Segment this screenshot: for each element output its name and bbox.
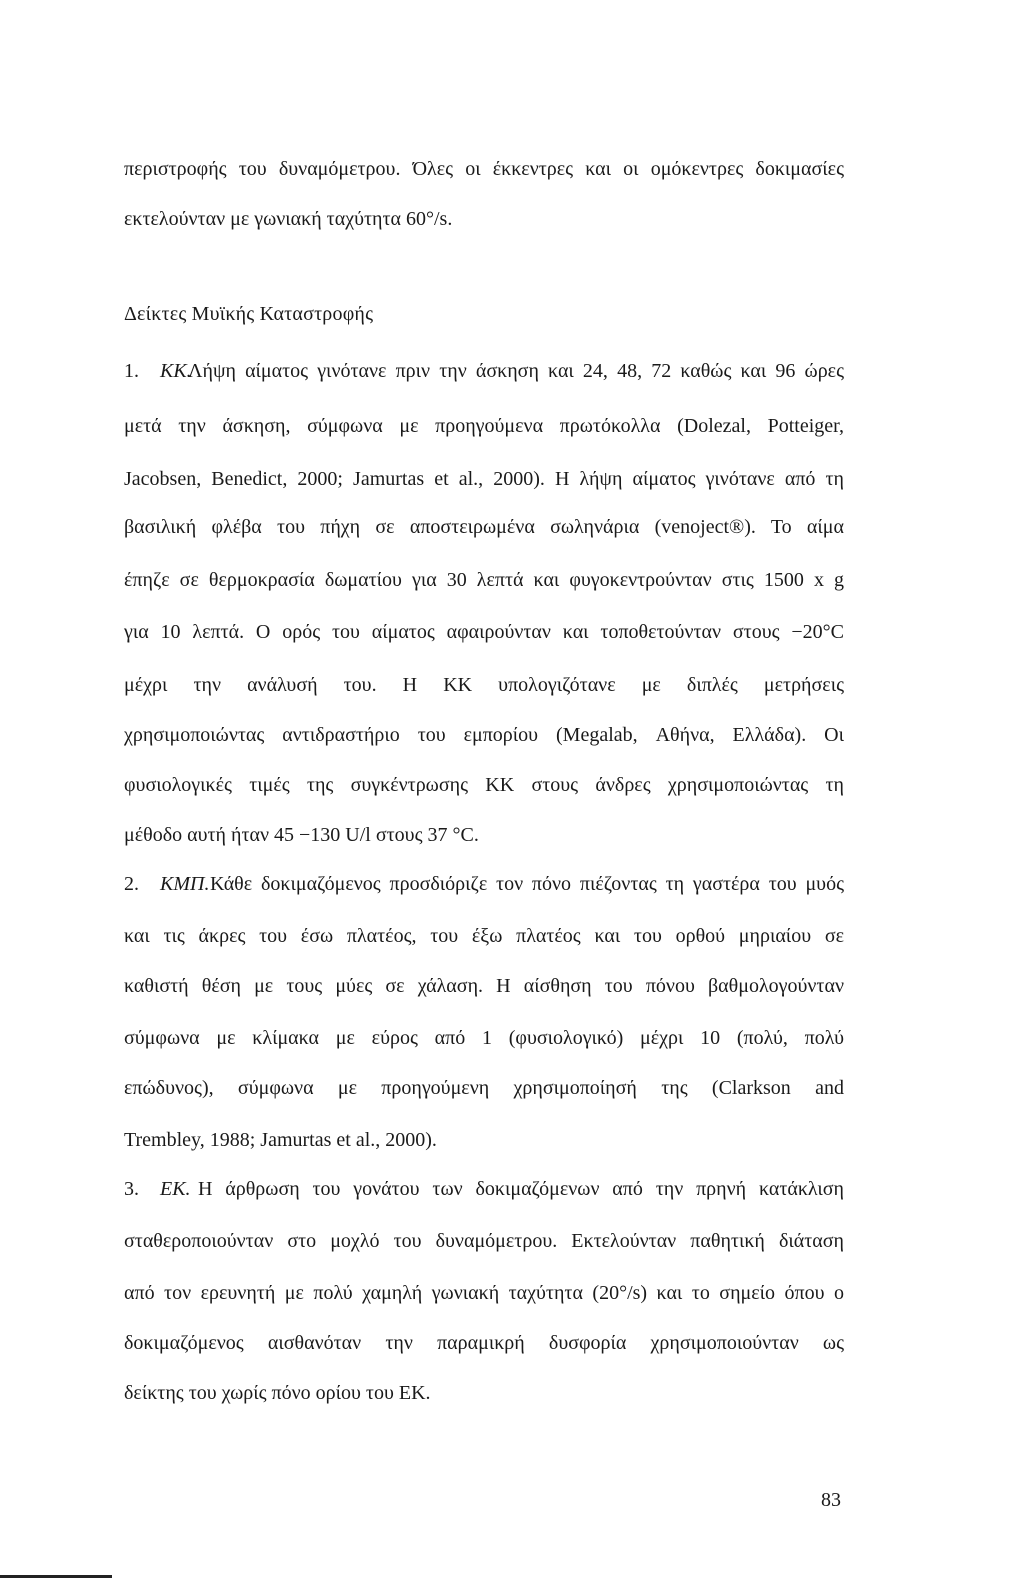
item-1-line: Jacobsen, Benedict, 2000; Jamurtas et al., 2000). Η λήψη αίματος γινότανε από τη [124,468,844,490]
item-2-line: Trembley, 1988; Jamurtas et al., 2000). [124,1129,437,1151]
item-2-label [160,872,209,896]
intro-line-2: εκτελούνταν με γωνιακή ταχύτητα 60°/s. [124,208,453,230]
item-1-line: για 10 λεπτά. Ο ορός του αίματος αφαιρούνταν και τοποθετούνταν στους −20°C [124,621,844,643]
item-3-line: σταθεροποιούνταν στο μοχλό του δυναμόμετρου. Εκτελούνταν παθητική διάταση [124,1230,844,1252]
item-2-line: επώδυνος), σύμφωνα με προηγούμενη χρησιμοποίησή της (Clarkson and [124,1077,844,1099]
item-2-label-text: ΚΜΠ. [160,873,210,895]
item-2-line: σύμφωνα με κλίμακα με εύρος από 1 (φυσιολογικό) μέχρι 10 (πολύ, πολύ [124,1027,844,1049]
item-3-line: δοκιμαζόμενος αισθανόταν την παραμικρή δυσφορία χρησιμοποιούνταν ως [124,1332,844,1354]
item-3-label [160,1177,191,1201]
item-3-line: δείκτης του χωρίς πόνο ορίου του ΕΚ. [124,1382,431,1404]
item-2-line: Κάθε δοκιμαζόμενος προσδιόριζε τον πόνο πιέζοντας τη γαστέρα του μυός [210,873,844,895]
item-1-line: μέθοδο αυτή ήταν 45 −130 U/l στους 37 °C. [124,824,479,846]
item-1-line: χρησιμοποιώντας αντιδραστήριο του εμπορίου (Megalab, Αθήνα, Ελλάδα). Οι [124,724,844,746]
item-2-line: και τις άκρες του έσω πλατέος, του έξω πλατέος και του ορθού μηριαίου σε [124,925,844,947]
item-3-line: Η άρθρωση του γονάτου των δοκιμαζόμενων από την πρηνή κατάκλιση [198,1178,844,1200]
item-2-line: καθιστή θέση με τους μύες σε χάλαση. Η αίσθηση του πόνου βαθμολογούνταν [124,975,844,997]
item-1-label [160,359,192,383]
item-1-line: έπηζε σε θερμοκρασία δωματίου για 30 λεπτά και φυγοκεντρούνταν στις 1500 x g [124,569,844,591]
section-heading: Δείκτες Μυϊκής Καταστροφής [124,303,374,325]
item-3-number: 3. [124,1178,139,1200]
item-1-line: βασιλική φλέβα του πήχη σε αποστειρωμένα σωληνάρια (venoject®). Το αίμα [124,516,844,538]
intro-line-1: περιστροφής του δυναμόμετρου. Όλες οι έκκεντρες και οι ομόκεντρες δοκιμασίες [124,158,844,180]
item-1-number: 1. [124,360,139,382]
item-1-label-text: ΚΚ. [160,360,192,382]
item-3-line: από τον ερευνητή με πολύ χαμηλή γωνιακή ταχύτητα (20°/s) και το σημείο όπου ο [124,1282,844,1304]
item-1-line: Λήψη αίματος γινότανε πριν την άσκηση και 24, 48, 72 καθώς και 96 ώρες [188,360,844,382]
item-1-line: μετά την άσκηση, σύμφωνα με προηγούμενα πρωτόκολλα (Dolezal, Potteiger, [124,415,844,437]
bottom-rule [0,1575,112,1578]
item-3-label-text: ΕΚ. [160,1178,191,1200]
page-number: 83 [821,1489,841,1511]
item-2-number: 2. [124,873,139,895]
item-1-line: μέχρι την ανάλυσή του. Η ΚΚ υπολογιζότανε με διπλές μετρήσεις [124,674,844,696]
item-1-line: φυσιολογικές τιμές της συγκέντρωσης ΚΚ στους άνδρες χρησιμοποιώντας τη [124,774,844,796]
